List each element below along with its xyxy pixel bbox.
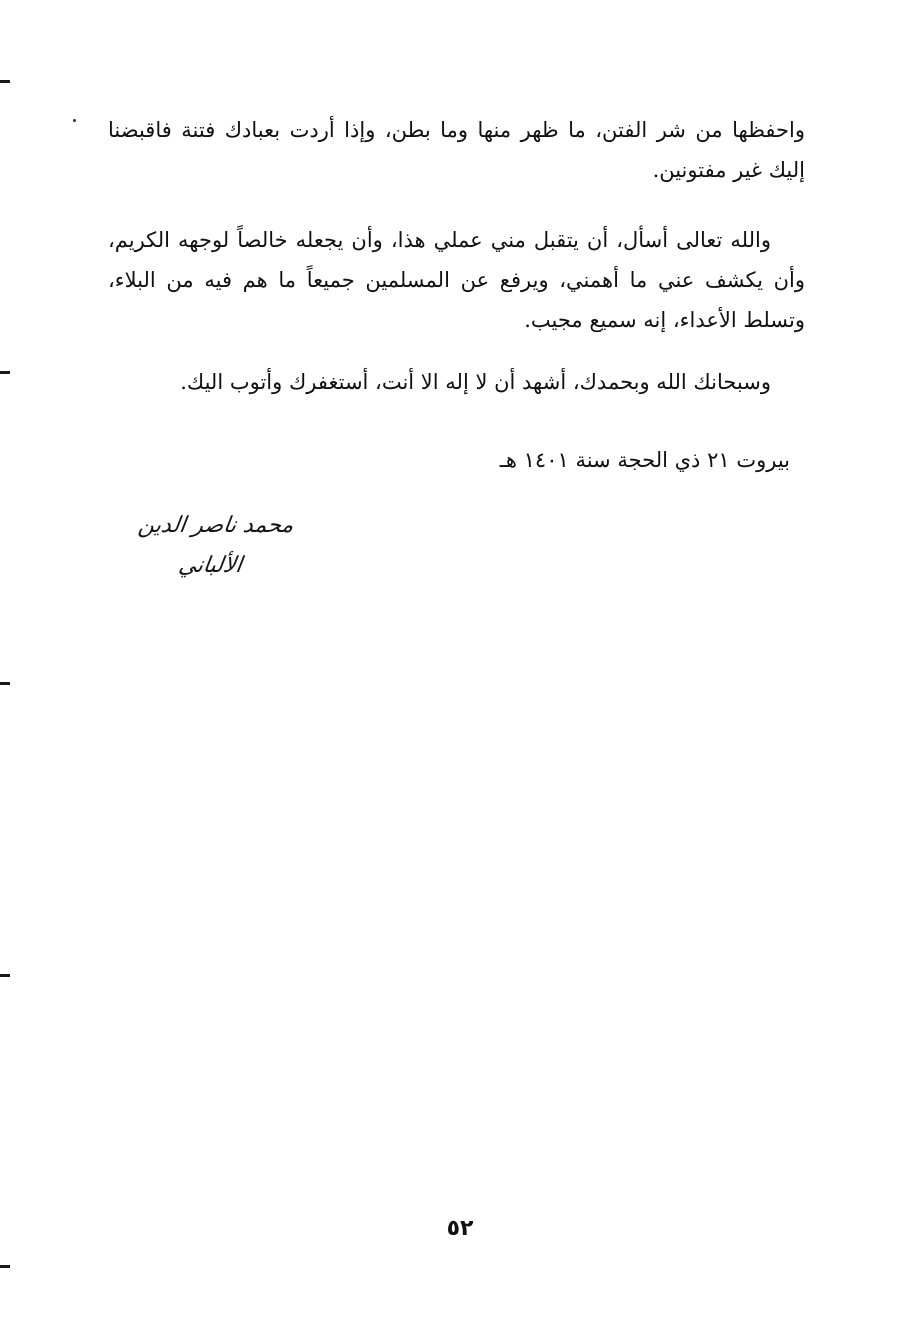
signature-text: محمد ناصر الدين الألباني xyxy=(136,513,296,578)
scan-speck xyxy=(73,119,76,122)
margin-mark xyxy=(0,371,10,374)
paragraph-2: والله تعالى أسأل، أن يتقبل مني عملي هذا، وأن يجعله خالصاً لوجهه الكريم، وأن يكشف عني ما أهمني، ويرفع عن المسلمين جميعاً ما هم فيه من البلاء، وتسلط الأعداء، إنه سميع مجيب. xyxy=(108,228,805,332)
paragraph-1: واحفظها من شر الفتن، ما ظهر منها وما بطن، وإذا أردت بعبادك فتنة فاقبضنا إليك غير مفتونين. xyxy=(108,118,805,182)
margin-mark xyxy=(0,682,10,685)
margin-mark xyxy=(0,1265,10,1268)
signature xyxy=(108,502,318,578)
dateline: بيروت ٢١ ذي الحجة سنة ١٤٠١ هـ xyxy=(499,448,790,472)
page-number: ٥٢ xyxy=(446,1216,474,1241)
margin-mark xyxy=(0,974,10,977)
paragraph-3: وسبحانك الله وبحمدك، أشهد أن لا إله الا أنت، أستغفرك وأتوب اليك. xyxy=(180,370,771,394)
margin-mark xyxy=(0,80,10,83)
